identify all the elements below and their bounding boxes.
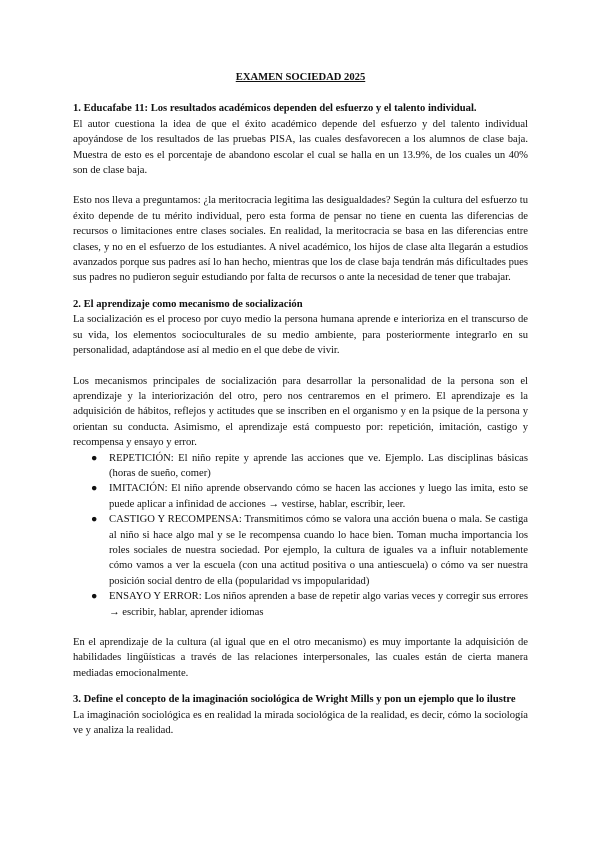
section-1-paragraph-1: El autor cuestiona la idea de que el éxito académico depende del esfuerzo y del talento individual apoyándose de los resultados de las pruebas PISA, las cuales desfavorecen a los alumnos de clase baja. Muestra de esto es el porcentaje de abandono escolar el cual se halla en un 13.9%, de los cuales un 40% son de clase baja. [73,118,528,177]
section-1 [73,101,528,285]
bullet-icon: ● [91,483,98,495]
section-3-heading: 3. Define el concepto de la imaginación sociológica de Wright Mills y pon un ejemplo que lo ilustre [73,694,516,706]
list-item [91,512,528,589]
section-2-heading: 2. El aprendizaje como mecanismo de socialización [73,298,303,310]
section-3-paragraph-1: La imaginación sociológica es en realidad la mirada sociológica de la realidad, es decir, cómo la sociología ve y analiza la realidad. [73,709,528,737]
section-3 [73,692,528,738]
section-2-paragraph-1: La socialización es el proceso por cuyo medio la persona humana aprende e interioriza en el transcurso de su vida, los elementos socioculturales de su medio ambiente, para posteriormente integrarlo en su personalidad, adaptándose así al medio en el que debe de vivir. [73,314,528,357]
section-1-heading: 1. Educafabe 11: Los resultados académicos dependen del esfuerzo y el talento individual. [73,103,477,115]
section-2-paragraph-2: Los mecanismos principales de socialización para desarrollar la personalidad de la persona son el aprendizaje y la interiorización del otro, pero nos centraremos en el primero. El aprendizaje es la adquisición de hábitos, reflejos y actitudes que se inscriben en el organismo y en la psique de la persona y orientan su conducta. Asimismo, el aprendizaje está compuesto por: repetición, imitación, castigo y recompensa y ensayo y error. [73,375,528,449]
list-item [91,589,528,620]
learning-mechanisms-list [73,451,528,620]
bullet-icon: ● [91,514,98,526]
list-item [91,481,528,512]
bullet-icon: ● [91,591,98,603]
section-2 [73,297,528,681]
document-title: EXAMEN SOCIEDAD 2025 [235,72,366,83]
list-item-text: CASTIGO Y RECOMPENSA: Transmitimos cómo se valora una acción buena o mala. Se castiga al niño si hace algo mal y se le recompensa cuando lo hace bien. Toman mucha importancia los roles sociales de nuestra sociedad. Por ejemplo, la cultura de iguales va a influir notablemente cómo vamos a ver la escuela (con una actitud positiva o una antiescuela) o cómo va ser nuestra posición social dentro de ella (popularidad vs impopularidad) [109,514,528,587]
section-2-closing-paragraph: En el aprendizaje de la cultura (al igual que en el otro mecanismo) es muy importante la adquisición de habilidades lingüísticas a través de las relaciones interpersonales, las cuales están de cierta manera mediadas emocionalmente. [73,637,528,679]
section-1-paragraph-2: Esto nos lleva a preguntamos: ¿la meritocracia legitima las desigualdades? Según la cultura del esfuerzo tu éxito depende de tu mérito individual, pero esta forma de pensar no tiene en cuenta las diferencias de recursos o limitaciones entre clases sociales. En realidad, la meritocracia se basa en las diferencias entre clases, y no en el esfuerzo de los estudiantes. A nivel académico, los hijos de clase alta llegarán a estudios avanzados porque sus padres así lo han hecho, mientras que los de clase baja tendrán más dificultades pues sus padres no pudieron seguir estudiando por falta de recursos o ante la necesidad de tener que trabajar. [73,195,528,284]
list-item [91,451,528,482]
list-item-text: ENSAYO Y ERROR: Los niños aprenden a base de repetir algo varias veces y corregir sus errores → escribir, hablar, aprender idiomas [109,591,528,618]
list-item-text: REPETICIÓN: El niño repite y aprende las acciones que ve. Ejemplo. Las disciplinas básicas (horas de sueño, comer) [109,452,528,479]
list-item-text: IMITACIÓN: El niño aprende observando cómo se hacen las acciones y luego las imita, esto se puede aplicar a infinidad de acciones → vestirse, hablar, escribir, leer. [109,483,528,510]
bullet-icon: ● [91,452,98,464]
